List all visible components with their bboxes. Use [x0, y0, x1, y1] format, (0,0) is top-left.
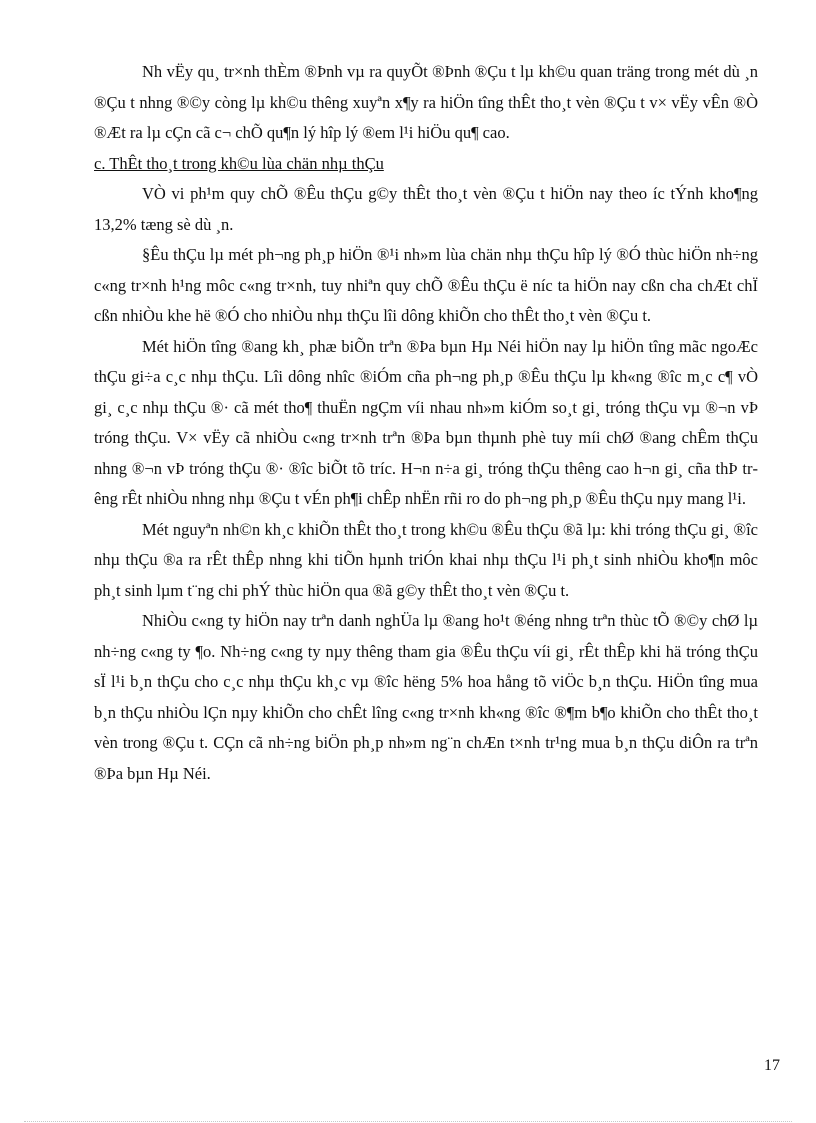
footer-divider: [24, 1121, 792, 1122]
section-heading: c. ThÊt tho¸t trong kh©u lùa chän nhµ thÇu: [94, 153, 384, 173]
paragraph: VÒ vi ph¹m quy chÕ ®Êu thÇu g©y thÊt tho¸t vèn ®Çu t hiÖn nay theo íc tÝnh kho¶ng 13,2% tæng sè dù ¸n.: [94, 184, 758, 234]
paragraph: Mét nguyªn nh©n kh¸c khiÕn thÊt tho¸t trong kh©u ®Êu thÇu ®ã lµ: khi tróng thÇu gi¸ ®îc nhµ thÇu ®a ra rÊt thÊp nhng khi tiÕn hµnh triÓn khai nhµ thÇu l¹i ph¸t sinh nhiÒu kho¶n môc ph¸t sinh lµm t¨ng chi phÝ thùc hiÖn qua ®ã g©y thÊt tho¸t vèn ®Çu t.: [94, 519, 758, 600]
paragraph: §Êu thÇu lµ mét ph¬ng ph¸p hiÖn ®¹i nh»m lùa chän nhµ thÇu hîp lý ®Ó thùc hiÖn nh÷ng c«ng tr×nh h¹ng môc c«ng tr×nh, tuy nhiªn quy chÕ ®Êu thÇu ë níc ta hiÖn nay cßn cha chÆt chÏ cßn nhiÒu khe hë ®Ó cho nhiÒu nhµ thÇu lîi dông khiÕn cho thÊt tho¸t vèn ®Çu t.: [94, 245, 758, 325]
paragraph: NhiÒu c«ng ty hiÖn nay trªn danh nghÜa lµ ®ang ho¹t ®éng nhng trªn thùc tÕ ®©y chØ lµ nh÷ng c«ng ty ¶o. Nh÷ng c«ng ty nµy thêng tham gia ®Êu thÇu víi gi¸ rÊt thÊp khi hä tróng thÇu sÏ l¹i b¸n thÇu cho c¸c nhµ thÇu kh¸c vµ ®îc hëng 5% hoa hång tõ viÖc b¸n thÇu. HiÖn tîng mua b¸n thÇu nhiÒu lÇn nµy khiÕn cho chÊt lîng c«ng tr×nh kh«ng ®îc ®¶m b¶o khiÕn cho thÊt tho¸t vèn trong ®Çu t. CÇn cã nh÷ng biÖn ph¸p nh»m ng¨n chÆn t×nh tr¹ng mua b¸n thÇu diÔn ra trªn ®Þa bµn Hµ Néi.: [94, 611, 758, 783]
paragraph: Mét hiÖn tîng ®ang kh¸ phæ biÕn trªn ®Þa bµn Hµ Néi hiÖn nay lµ hiÖn tîng mãc ngoÆc thÇu gi÷a c¸c nhµ thÇu. Lîi dông nhîc ®iÓm cña ph¬ng ph¸p ®Êu thÇu lµ kh«ng ®îc m¸c c¶ vÒ gi¸ c¸c nhµ thÇu ®· cã mét tho¶ thuËn ngÇm víi nhau nh»m kiÓm so¸t gi¸ tróng thÇu vµ ®¬n vÞ tróng thÇu. V× vËy cã nhiÒu c«ng tr×nh trªn ®Þa bµn thµnh phè tuy míi chØ ®ang chÊm thÇu nhng ®¬n vÞ tróng thÇu ®· ®îc biÕt tõ tríc. H¬n n÷a gi¸ tróng thÇu thêng cao h¬n gi¸ cña thÞ trêng rÊt nhiÒu nhng nhµ ®Çu t vÉn ph¶i chÊp nhËn rñi ro do ph¬ng ph¸p ®Êu thÇu nµy mang l¹i.: [94, 336, 758, 508]
document-body: [94, 57, 758, 789]
paragraph: Nh vËy qu¸ tr×nh thÈm ®Þnh vµ ra quyÕt ®Þnh ®Çu t lµ kh©u quan träng trong mét dù ¸n ®Çu t nhng ®©y còng lµ kh©u thêng xuyªn x¶y ra hiÖn tîng thÊt tho¸t vèn ®Çu t v× vËy vÊn ®Ò ®Æt ra lµ cÇn cã c¬ chÕ qu¶n lý hîp lý ®em l¹i hiÖu qu¶ cao.: [94, 62, 758, 142]
page-number: 17: [764, 1057, 780, 1074]
